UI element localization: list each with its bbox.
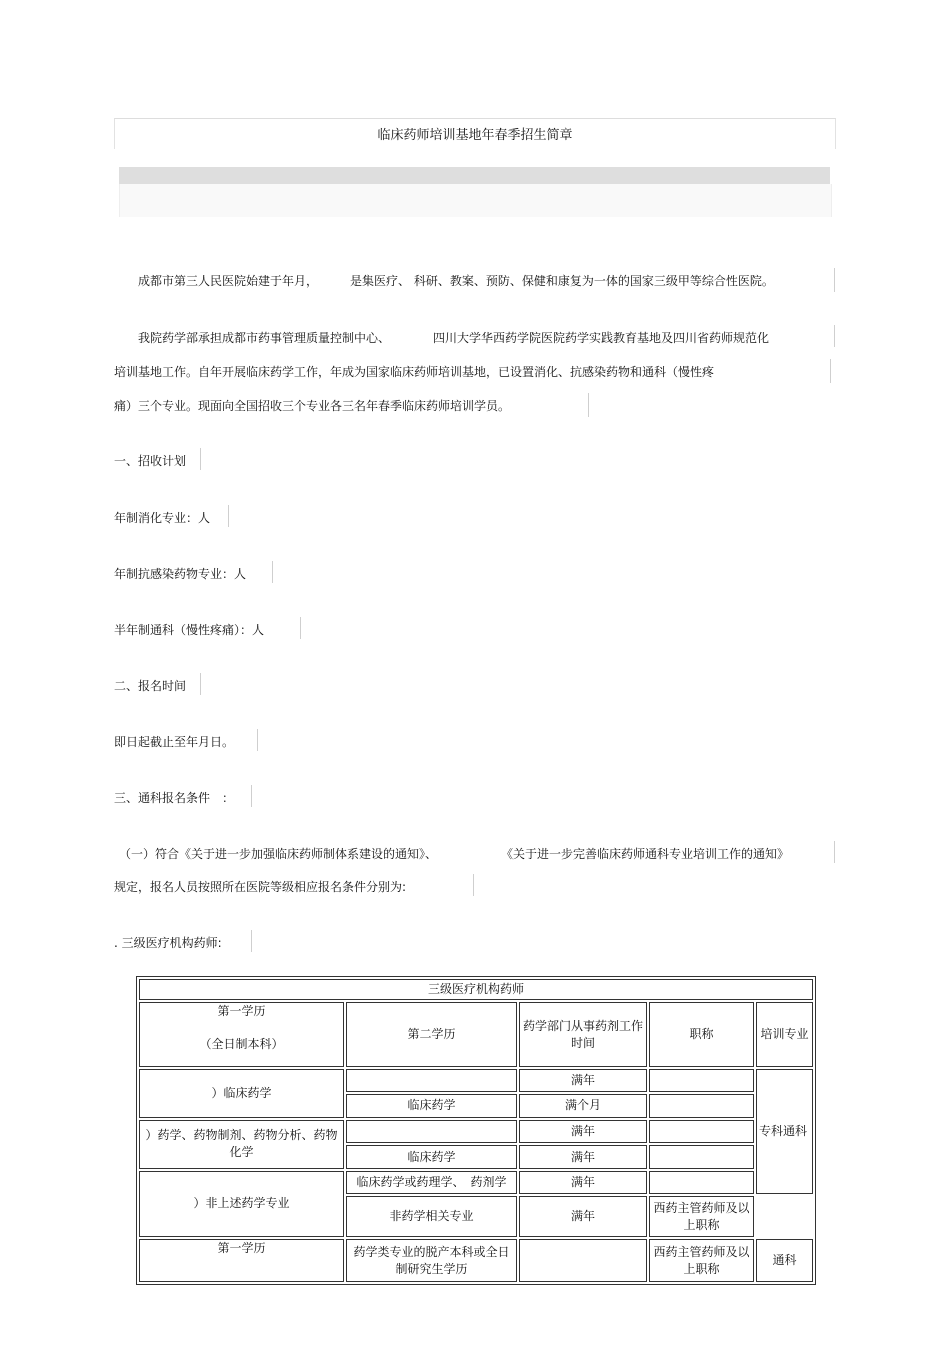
plan-item-anti-infective: 年制抗感染药物专业：人 (114, 567, 247, 581)
line-marker (830, 359, 831, 383)
table-cell: 西药主管药师及以上职称 (649, 1196, 754, 1237)
table-cell: 满年 (519, 1171, 647, 1195)
line-marker (834, 325, 835, 347)
intro-paragraph-4: 痛）三个专业。现面向全国招收三个专业各三名年春季临床药师培训学员。 (114, 399, 511, 413)
line-marker (200, 448, 201, 470)
line-marker (834, 268, 835, 292)
table-cell: 临床药学 (346, 1094, 517, 1118)
conditions-item-1-rule: 规定，报名人员按照所在医院等级相应报名条件分别为: (114, 880, 407, 894)
table-cell: 药学类专业的脱产本科或全日制研究生学历 (346, 1239, 517, 1282)
intro-paragraph-3: 培训基地工作。自年开展临床药学工作，年成为国家临床药师培训基地，已设置消化、抗感染药物和通科（慢性疼 (114, 365, 715, 379)
header-first-degree-label: 第一学历 (217, 1004, 266, 1019)
intro-paragraph-2: 我院药学部承担成都市药事管理质量控制中心、 (138, 331, 391, 345)
table-cell (649, 1145, 754, 1169)
table-cell: 临床药学 (346, 1145, 517, 1169)
line-marker (588, 393, 589, 417)
table-cell: 满个月 (519, 1094, 647, 1118)
conditions-item-1-cont: 《关于进一步完善临床药师通科专业培训工作的通知》 (501, 847, 790, 861)
table-cell: 临床药学或药理学、 药剂学 (346, 1171, 517, 1195)
header-first-degree (139, 1002, 344, 1066)
table-cell: 满年 (519, 1069, 647, 1093)
registration-deadline: 即日起截止至年月日。 (114, 735, 235, 749)
line-marker (251, 785, 252, 807)
table-cell (346, 1120, 517, 1144)
line-marker (300, 617, 301, 639)
table-cell: 满年 (519, 1145, 647, 1169)
table-cell: 满年 (519, 1120, 647, 1144)
table-cell (649, 1094, 754, 1118)
table-cell (649, 1069, 754, 1093)
line-marker (257, 729, 258, 751)
header-second-degree: 第二学历 (346, 1002, 517, 1066)
table-cell: 通科 (756, 1239, 813, 1282)
header-grey-box (119, 184, 832, 217)
header-title: 职称 (649, 1002, 754, 1066)
header-grey-bar (119, 167, 830, 184)
table-cell: 满年 (519, 1196, 647, 1237)
table-cell (649, 1120, 754, 1144)
document-title: 临床药师培训基地年春季招生简章 (377, 128, 573, 143)
line-marker (251, 930, 252, 952)
header-work-time: 药学部门从事药剂工作时间 (519, 1002, 647, 1066)
intro-paragraph-1: 成都市第三人民医院始建于年月， (138, 274, 319, 288)
plan-item-digestive: 年制消化专业：人 (114, 511, 211, 525)
row-last-first-degree: 第一学历 (139, 1239, 344, 1282)
table-cell (649, 1171, 754, 1195)
section-heading-plan: 一、招收计划 (114, 454, 187, 468)
header-first-degree-note: （全日制本科） (199, 1037, 284, 1052)
section-heading-time: 二、报名时间 (114, 679, 187, 693)
specialty-general-cell: 专科通科 (756, 1069, 813, 1195)
row-other-majors: ）非上述药学专业 (139, 1171, 344, 1237)
line-marker (834, 841, 835, 863)
line-marker (200, 673, 201, 695)
table-cell (519, 1239, 647, 1282)
table-cell: 西药主管药师及以上职称 (649, 1239, 754, 1282)
line-marker (272, 561, 273, 583)
section-heading-conditions: 三、通科报名条件 ： (114, 791, 235, 805)
conditions-item-1: （一）符合《关于进一步加强临床药师制体系建设的通知》、 (119, 847, 438, 861)
intro-paragraph-1-cont: 是集医疗、 科研、教案、预防、保健和康复为一体的国家三级甲等综合性医院。 (350, 274, 774, 288)
header-specialty: 培训专业 (756, 1002, 813, 1066)
row-clinical-pharmacy: ）临床药学 (139, 1069, 344, 1118)
table-cell (346, 1069, 517, 1093)
plan-item-general: 半年制通科（慢性疼痛）：人 (114, 623, 265, 637)
row-pharmacy-majors: ）药学、药物制剂、药物分析、药物化学 (139, 1120, 344, 1169)
line-marker (228, 505, 229, 527)
line-marker (473, 874, 474, 896)
table-caption: 三级医疗机构药师 (139, 979, 813, 1000)
eligibility-table (136, 976, 816, 1285)
intro-paragraph-2-cont: 四川大学华西药学院医院药学实践教育基地及四川省药师规范化 (433, 331, 770, 345)
table-cell: 非药学相关专业 (346, 1196, 517, 1237)
tier3-label: . 三级医疗机构药师: (114, 936, 222, 950)
